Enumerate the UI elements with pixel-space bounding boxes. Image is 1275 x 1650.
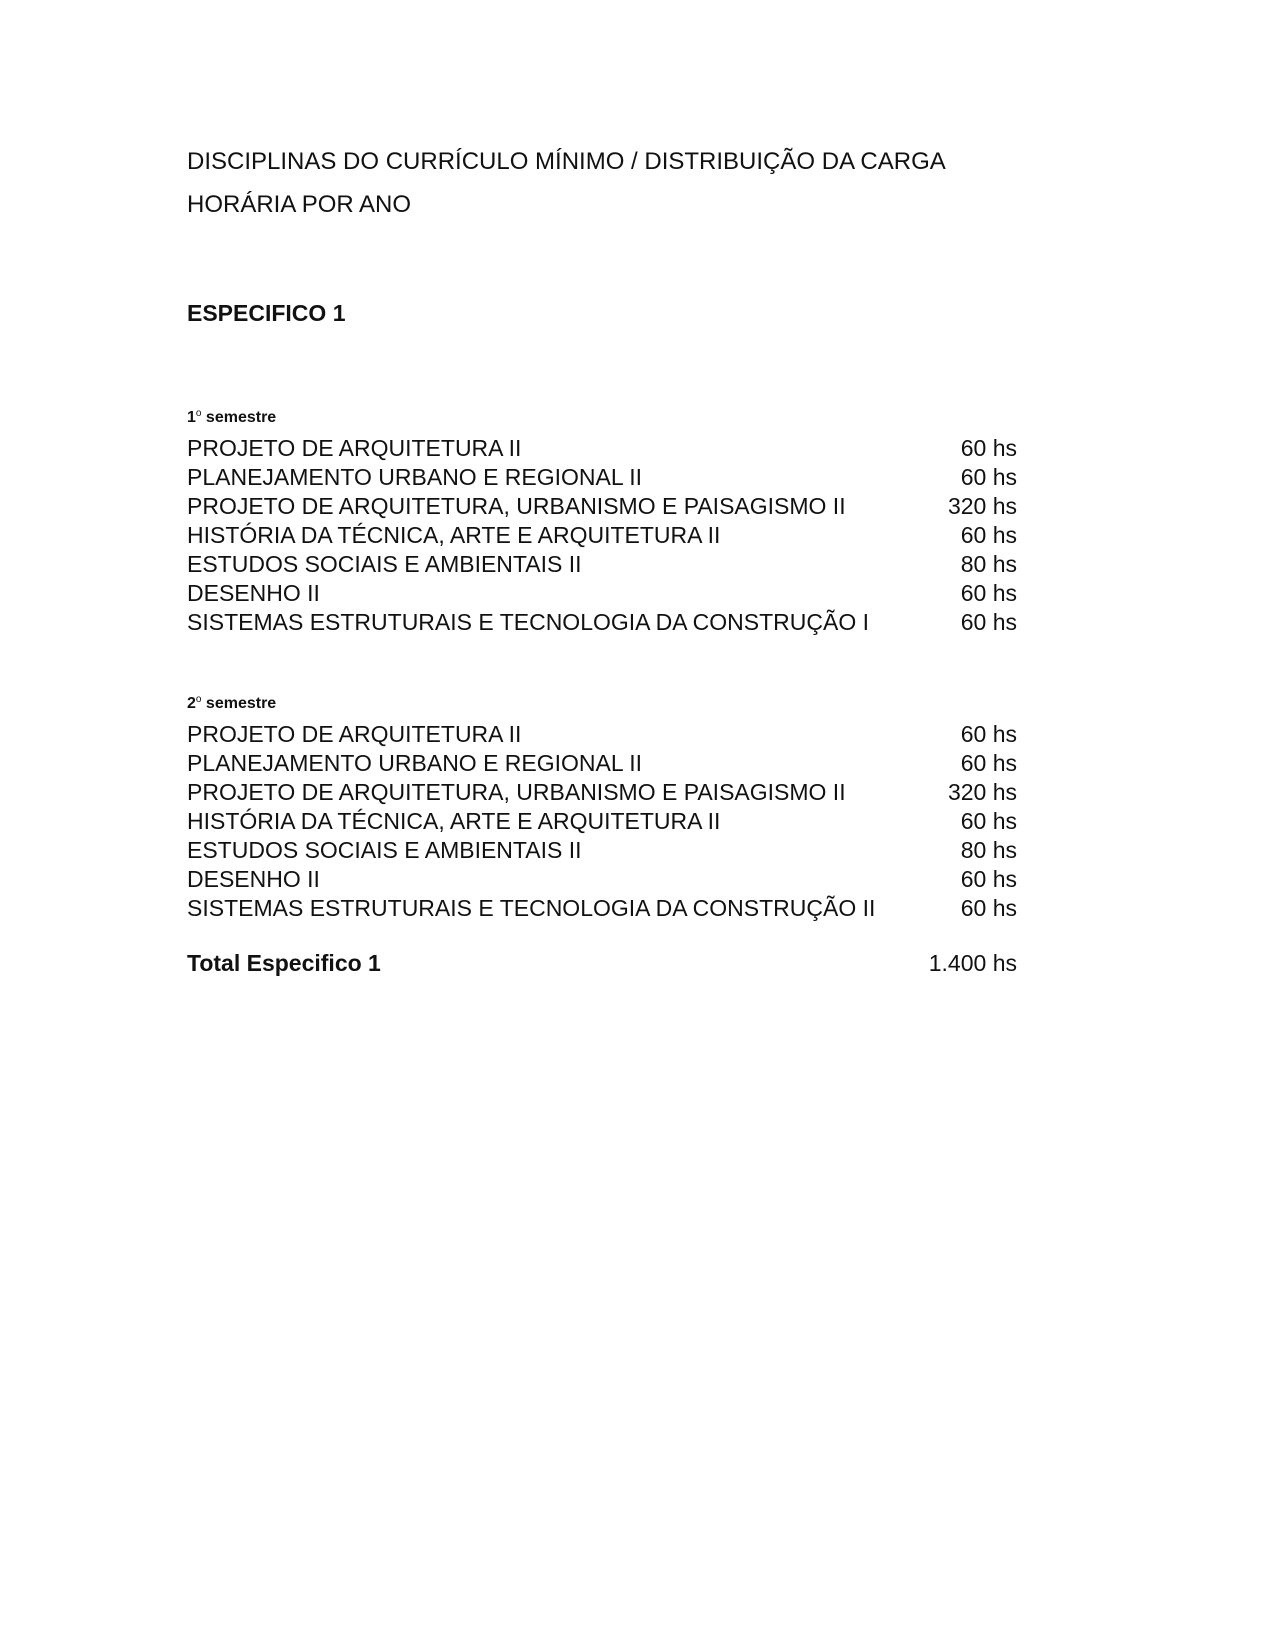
course-hours: 80 hs <box>960 551 1017 577</box>
course-row <box>187 550 1017 579</box>
total-value: 1.400 hs <box>928 950 1017 976</box>
semester-1-block <box>187 402 1017 637</box>
course-name: SISTEMAS ESTRUTURAIS E TECNOLOGIA DA CONSTRUÇÃO II <box>187 895 876 921</box>
course-name: PROJETO DE ARQUITETURA II <box>187 435 522 461</box>
course-name: DESENHO II <box>187 580 320 606</box>
course-row <box>187 807 1017 836</box>
title-line-2: HORÁRIA POR ANO <box>187 191 412 218</box>
semester-word: semestre <box>205 409 277 426</box>
course-name: DESENHO II <box>187 866 320 892</box>
course-hours: 60 hs <box>960 721 1017 747</box>
course-name: PROJETO DE ARQUITETURA, URBANISMO E PAISAGISMO II <box>187 493 846 519</box>
course-row <box>187 608 1017 637</box>
course-name: ESTUDOS SOCIAIS E AMBIENTAIS II <box>187 837 582 863</box>
course-name: PROJETO DE ARQUITETURA II <box>187 721 522 747</box>
course-hours: 320 hs <box>947 493 1017 519</box>
course-row <box>187 463 1017 492</box>
document-title <box>187 140 1017 226</box>
course-row <box>187 521 1017 550</box>
total-row <box>187 948 1017 978</box>
course-name: ESTUDOS SOCIAIS E AMBIENTAIS II <box>187 551 582 577</box>
course-row <box>187 434 1017 463</box>
course-row <box>187 836 1017 865</box>
total-label: Total Especifico 1 <box>187 950 381 976</box>
course-name: PLANEJAMENTO URBANO E REGIONAL II <box>187 464 642 490</box>
course-row <box>187 720 1017 749</box>
course-hours: 60 hs <box>960 895 1017 921</box>
section-heading: ESPECIFICO 1 <box>187 300 346 326</box>
semester-2-label <box>187 688 1017 720</box>
semester-word: semestre <box>205 695 277 712</box>
course-row <box>187 778 1017 807</box>
ordinal-mark: o <box>195 694 202 705</box>
course-hours: 320 hs <box>947 779 1017 805</box>
course-name: PROJETO DE ARQUITETURA, URBANISMO E PAISAGISMO II <box>187 779 846 805</box>
course-row <box>187 865 1017 894</box>
course-name: PLANEJAMENTO URBANO E REGIONAL II <box>187 750 642 776</box>
course-row <box>187 894 1017 923</box>
course-name: SISTEMAS ESTRUTURAIS E TECNOLOGIA DA CONSTRUÇÃO I <box>187 609 870 635</box>
course-hours: 60 hs <box>960 750 1017 776</box>
course-name: HISTÓRIA DA TÉCNICA, ARTE E ARQUITETURA II <box>187 522 721 548</box>
course-hours: 80 hs <box>960 837 1017 863</box>
semester-number: 1 <box>187 409 196 426</box>
course-hours: 60 hs <box>960 866 1017 892</box>
semester-number: 2 <box>187 695 196 712</box>
document-page <box>187 140 1017 976</box>
course-hours: 60 hs <box>960 609 1017 635</box>
title-line-1: DISCIPLINAS DO CURRÍCULO MÍNIMO / DISTRIBUIÇÃO DA CARGA <box>187 148 946 175</box>
course-hours: 60 hs <box>960 580 1017 606</box>
course-hours: 60 hs <box>960 522 1017 548</box>
semester-1-label <box>187 402 1017 434</box>
course-hours: 60 hs <box>960 808 1017 834</box>
course-name: HISTÓRIA DA TÉCNICA, ARTE E ARQUITETURA II <box>187 808 721 834</box>
course-hours: 60 hs <box>960 464 1017 490</box>
semester-2-block <box>187 688 1017 923</box>
ordinal-mark: o <box>195 408 202 419</box>
course-hours: 60 hs <box>960 435 1017 461</box>
course-row <box>187 492 1017 521</box>
course-row <box>187 579 1017 608</box>
course-row <box>187 749 1017 778</box>
